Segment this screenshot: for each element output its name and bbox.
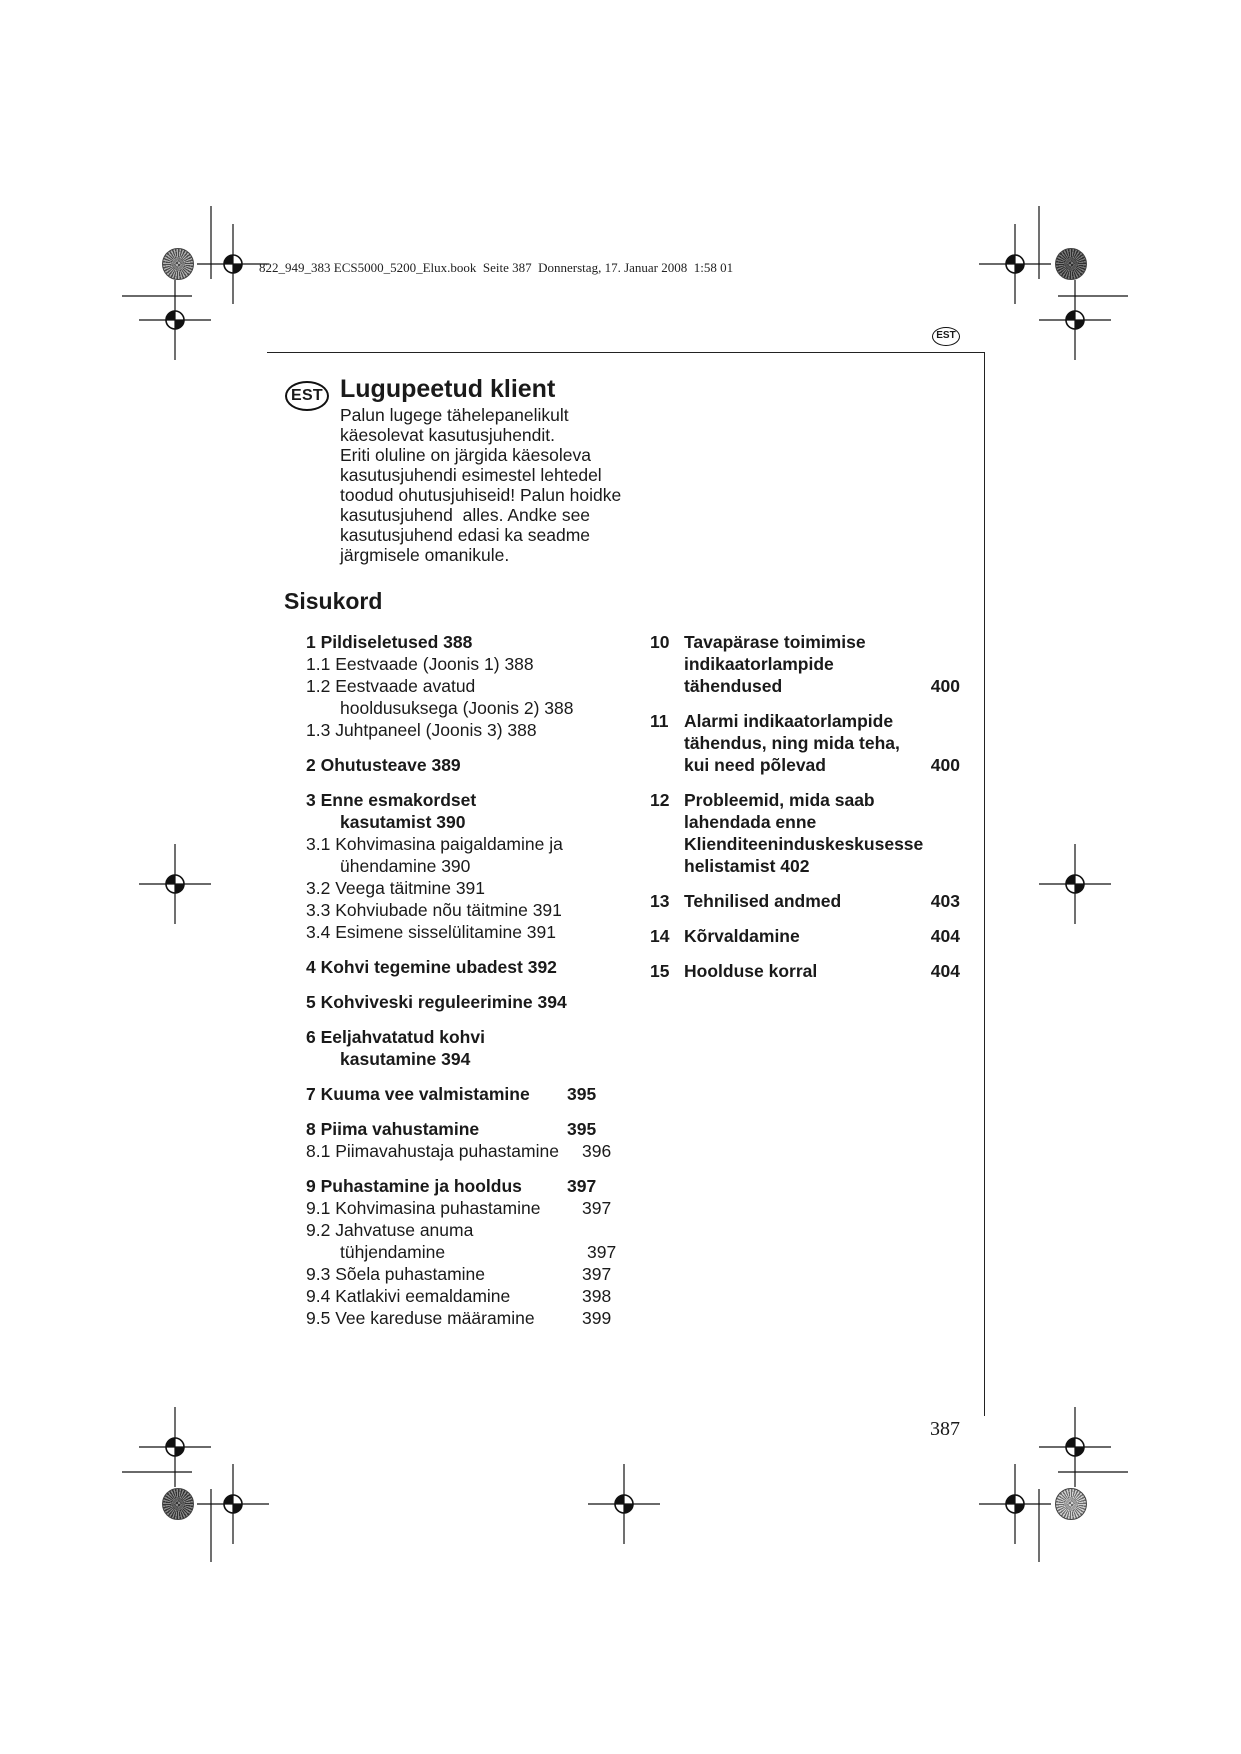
intro-line: toodud ohutusjuhiseid! Palun hoidke — [340, 485, 622, 505]
toc-group-2 — [306, 754, 636, 776]
toc-group-5 — [306, 991, 636, 1013]
toc-group-9 — [306, 1175, 636, 1329]
toc-section: 9.2 Jahvatuse anuma — [306, 1220, 474, 1240]
toc-chapter-number: 10 — [650, 632, 670, 652]
intro-line: käesolevat kasutusjuhendit. — [340, 425, 555, 445]
intro-paragraph — [340, 405, 621, 565]
toc-chapter-title: 2 Ohutusteave 389 — [306, 755, 461, 775]
toc-group-7 — [306, 1083, 636, 1105]
toc-chapter-title: Tavapärase toimimise — [684, 632, 866, 652]
toc-section-row — [306, 1140, 636, 1162]
page-title: Lugupeetud klient — [340, 375, 556, 403]
toc-section: 3.1 Kohvimasina paigaldamine ja — [306, 834, 563, 854]
toc-page-number: 396 — [582, 1141, 612, 1161]
toc-chapter-row — [650, 754, 960, 776]
toc-section: 1.2 Eestvaade avatud — [306, 676, 476, 696]
toc-chapter-title: Tehnilised andmed — [684, 891, 842, 911]
toc-chapter-row — [650, 675, 960, 697]
toc-section: 9.4 Katlakivi eemaldamine — [306, 1286, 511, 1306]
toc-section-continued: hooldusuksega (Joonis 2) 388 — [340, 698, 574, 718]
toc-chapter-number: 13 — [650, 891, 670, 911]
toc-section: 8.1 Piimavahustaja puhastamine — [306, 1141, 559, 1161]
toc-heading: Sisukord — [284, 588, 383, 614]
toc-chapter-title: Kõrvaldamine — [684, 926, 800, 946]
toc-chapter-row — [306, 1083, 636, 1105]
toc-page-number: 398 — [582, 1286, 612, 1306]
toc-section-continued: tühjendamine — [340, 1242, 446, 1262]
toc-chapter-title-continued: kasutamine 394 — [340, 1049, 471, 1069]
toc-chapter-title-continued: kui need põlevad — [684, 755, 826, 775]
intro-line: kasutusjuhendi esimestel lehtedel — [340, 465, 602, 485]
toc-page-number: 397 — [567, 1176, 597, 1196]
toc-page-number: 400 — [930, 676, 960, 696]
intro-line: Eriti oluline on järgida käesoleva — [340, 445, 591, 465]
registration-mark-icon — [197, 1464, 269, 1544]
registration-mark-icon — [979, 1464, 1051, 1544]
toc-section-row — [306, 1263, 636, 1285]
toc-group-10 — [650, 631, 960, 697]
toc-chapter-row — [650, 890, 960, 912]
toc-chapter-title-continued: Klienditeeninduskeskusesse — [684, 834, 924, 854]
header-rule — [267, 352, 985, 353]
registration-mark-icon — [979, 224, 1051, 304]
toc-group-3 — [306, 789, 636, 943]
color-wheel-icon — [162, 248, 194, 280]
registration-mark-icon — [1039, 844, 1111, 924]
registration-mark-icon — [139, 844, 211, 924]
toc-page-number: 404 — [930, 926, 960, 946]
toc-group-13 — [650, 890, 960, 912]
registration-mark-icon — [1039, 1407, 1111, 1487]
toc-page-number: 399 — [582, 1308, 612, 1328]
toc-page-number: 395 — [567, 1084, 597, 1104]
toc-page-number: 395 — [567, 1119, 597, 1139]
registration-mark-icon — [588, 1464, 660, 1544]
toc-chapter-title: 3 Enne esmakordset — [306, 790, 477, 810]
toc-page-number: 404 — [930, 961, 960, 981]
intro-line: kasutusjuhend alles. Andke see — [340, 505, 591, 525]
toc-chapter-title: 1 Pildiseletused 388 — [306, 632, 473, 652]
color-wheel-icon — [1055, 248, 1087, 280]
print-slug: 822_949_383 ECS5000_5200_Elux.book Seite 387 Donnerstag, 17. Januar 2008 1:58 01 — [259, 260, 734, 275]
toc-page-number: 397 — [582, 1198, 612, 1218]
intro-line: järgmisele omanikule. — [340, 545, 510, 565]
toc-section-row — [306, 1241, 636, 1263]
registration-mark-icon — [139, 280, 211, 360]
color-wheel-icon — [1055, 1488, 1087, 1520]
toc-page-number: 400 — [930, 755, 960, 775]
toc-section: 1.3 Juhtpaneel (Joonis 3) 388 — [306, 720, 537, 740]
toc-chapter-number: 14 — [650, 926, 670, 946]
language-badge: EST — [932, 327, 960, 346]
toc-group-11 — [650, 710, 960, 776]
toc-section-continued: ühendamine 390 — [340, 856, 471, 876]
toc-group-1 — [306, 631, 636, 741]
toc-section: 9.5 Vee kareduse määramine — [306, 1308, 535, 1328]
toc-group-4 — [306, 956, 636, 978]
toc-chapter-row — [650, 925, 960, 947]
toc-group-14 — [650, 925, 960, 947]
registration-mark-icon — [139, 1407, 211, 1487]
toc-chapter-title: 9 Puhastamine ja hooldus — [306, 1176, 522, 1196]
toc-chapter-title-continued: tähendus, ning mida teha, — [684, 733, 900, 753]
toc-page-number: 403 — [930, 891, 960, 911]
margin-rule — [984, 352, 985, 1416]
registration-mark-icon — [1039, 280, 1111, 360]
toc-chapter-title-continued: helistamist 402 — [684, 856, 810, 876]
toc-chapter-row — [650, 960, 960, 982]
toc-section-row — [306, 1285, 636, 1307]
toc-page-number: 397 — [582, 1264, 612, 1284]
toc-chapter-number: 12 — [650, 790, 670, 810]
toc-section: 3.3 Kohviubade nõu täitmine 391 — [306, 900, 562, 920]
toc-chapter-title: 4 Kohvi tegemine ubadest 392 — [306, 957, 557, 977]
toc-chapter-title: 5 Kohviveski reguleerimine 394 — [306, 992, 567, 1012]
toc-chapter-title: Hoolduse korral — [684, 961, 818, 981]
toc-section: 1.1 Eestvaade (Joonis 1) 388 — [306, 654, 534, 674]
toc-chapter-title: Probleemid, mida saab — [684, 790, 875, 810]
toc-section-row — [306, 1197, 636, 1219]
toc-section: 9.3 Sõela puhastamine — [306, 1264, 486, 1284]
language-badge-large: EST — [285, 381, 329, 411]
toc-chapter-title: Alarmi indikaatorlampide — [684, 711, 894, 731]
color-wheel-icon — [162, 1488, 194, 1520]
toc-group-8 — [306, 1118, 636, 1162]
toc-chapter-title-continued: indikaatorlampide — [684, 654, 834, 674]
toc-chapter-number: 15 — [650, 961, 670, 981]
toc-section: 3.4 Esimene sisselülitamine 391 — [306, 922, 556, 942]
toc-section: 9.1 Kohvimasina puhastamine — [306, 1198, 541, 1218]
toc-chapter-row — [306, 1118, 636, 1140]
intro-line: Palun lugege tähelepanelikult — [340, 405, 569, 425]
toc-chapter-number: 11 — [650, 711, 669, 731]
toc-group-15 — [650, 960, 960, 982]
toc-chapter-row — [306, 1175, 636, 1197]
toc-chapter-title-continued: lahendada enne — [684, 812, 817, 832]
toc-chapter-title: 8 Piima vahustamine — [306, 1119, 480, 1139]
toc-group-12 — [650, 789, 960, 877]
toc-section: 3.2 Veega täitmine 391 — [306, 878, 486, 898]
toc-left-column — [306, 631, 636, 1329]
intro-line: kasutusjuhend edasi ka seadme — [340, 525, 591, 545]
toc-section-row — [306, 1307, 636, 1329]
toc-chapter-title: 7 Kuuma vee valmistamine — [306, 1084, 530, 1104]
toc-chapter-title: 6 Eeljahvatatud kohvi — [306, 1027, 485, 1047]
toc-chapter-title-continued: tähendused — [684, 676, 783, 696]
toc-chapter-title-continued: kasutamist 390 — [340, 812, 466, 832]
page-number: 387 — [930, 1418, 960, 1440]
toc-right-column — [650, 631, 960, 982]
toc-page-number: 397 — [587, 1242, 617, 1262]
toc-group-6 — [306, 1026, 636, 1070]
